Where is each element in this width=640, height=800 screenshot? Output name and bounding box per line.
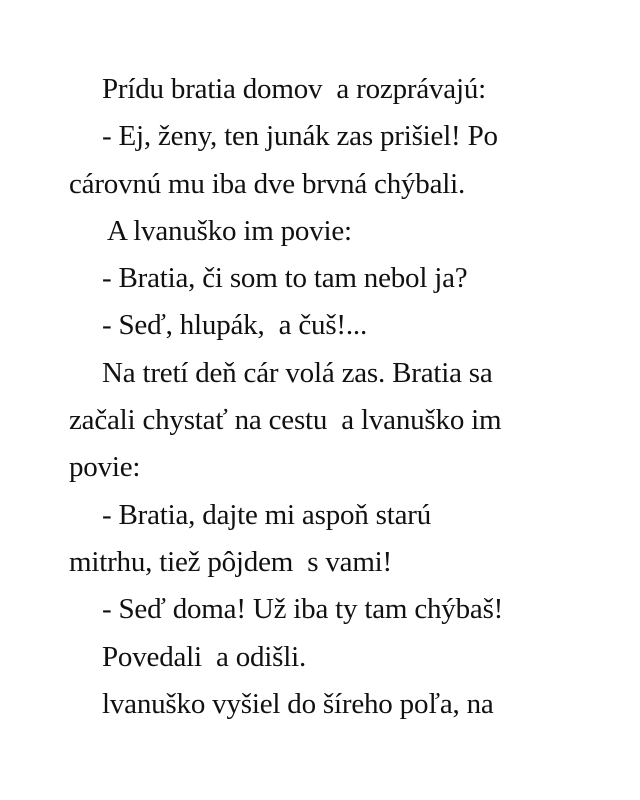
text-line: Na tretí deň cár volá zas. Bratia sa xyxy=(102,356,493,389)
text-line: začali chystať na cestu a lvanuško im xyxy=(69,404,502,437)
text-line: - Bratia, dajte mi aspoň starú xyxy=(102,498,432,531)
text-line: mitrhu, tiež pôjdem s vami! xyxy=(69,545,393,578)
text-line: - Seď doma! Už iba ty tam chýbaš! xyxy=(102,593,504,626)
text-line: - Bratia, či som to tam nebol ja? xyxy=(102,262,468,295)
text-line: cárovnú mu iba dve brvná chýbali. xyxy=(69,167,466,200)
text-line: - Ej, ženy, ten junák zas prišiel! Po xyxy=(102,120,498,153)
text-line: lvanuško vyšiel do šíreho poľa, na xyxy=(102,687,494,720)
text-line: povie: xyxy=(69,451,141,484)
story-text xyxy=(69,66,589,728)
text-line: Prídu bratia domov a rozprávajú: xyxy=(102,73,486,105)
text-line: A lvanuško im povie: xyxy=(107,214,352,247)
text-line: Povedali a odišli. xyxy=(102,640,307,673)
text-line: - Seď, hlupák, a čuš!... xyxy=(102,309,368,342)
